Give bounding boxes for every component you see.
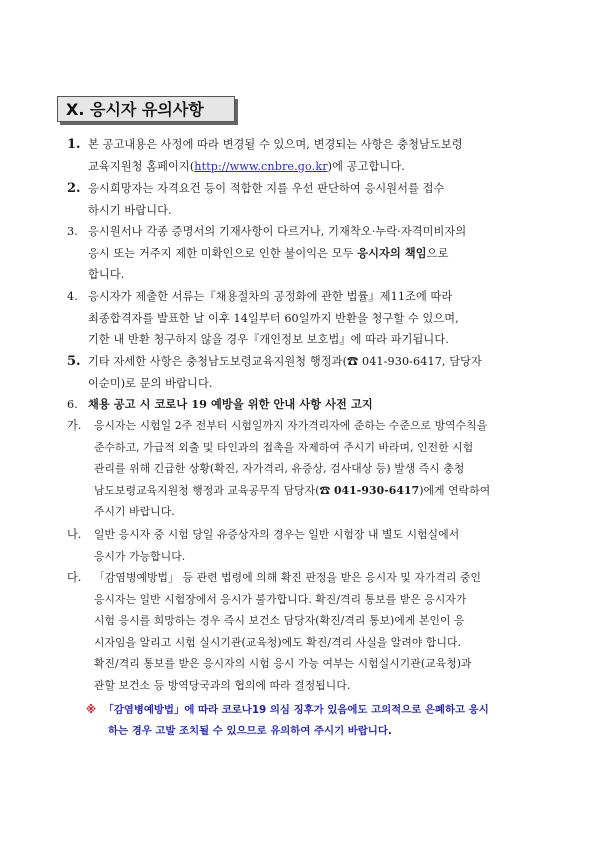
item-number: 1. <box>67 137 81 152</box>
item-line: 「감염병예방법」 등 관련 법령에 의해 확진 판정을 받은 응시자 및 자가격리 중인 <box>94 571 482 584</box>
item-line: 응시 또는 거주지 제한 미확인으로 인한 불이익은 모두 응시자의 책임으로 <box>88 245 449 260</box>
item-line: 일반 응시자 중 시험 당일 유증상자의 경우는 일반 시험장 내 별도 시험실에서 <box>94 528 460 541</box>
phone-number: 041-930-6417 <box>333 483 420 497</box>
notice-line: ※ 「감염병예방법」에 따라 코로나19 의심 징후가 있음에도 고의적으로 은폐하고 응시 <box>86 704 489 716</box>
item-5 <box>88 351 482 394</box>
subitem-marker: 다. <box>67 571 82 584</box>
item-line: 확진/격리 통보를 받은 응시자의 시험 응시 가능 여부는 시험실시기관(교육청)과 <box>94 657 472 671</box>
covid-notice <box>86 700 489 742</box>
item-number: 4. <box>67 290 78 303</box>
item-line: 응시자가 제출한 서류는『채용절차의 공정화에 관한 법률』제11조에 따라 <box>88 290 453 303</box>
item-3 <box>88 221 466 286</box>
subitem-na <box>94 524 459 567</box>
item-line: 준수하고, 가급적 외출 및 타인과의 접촉을 자제하여 주시기 바라며, 인전한 시험 <box>94 440 474 454</box>
item-number: 6. <box>67 398 78 411</box>
item-line: 주시기 바랍니다. <box>94 505 175 519</box>
subitem-marker: 가. <box>67 419 82 432</box>
item-line: 본 공고내용은 사정에 따라 변경될 수 있으며, 변경되는 사항은 충청남도보령 <box>88 138 463 151</box>
item-2 <box>88 178 444 221</box>
item-line: 기타 자세한 사항은 충청남도보령교육지원청 행정과(☎ 041-930-6417, 담당자 <box>88 355 482 368</box>
notice-line: 하는 경우 고발 조치될 수 있으므로 유의하여 주시기 바랍니다. <box>108 725 392 737</box>
item-line: 응시자는 일반 시험장에서 응시가 불가합니다. 확진/격리 통보를 받은 응시자가 <box>94 592 467 606</box>
homepage-link[interactable]: http://www.cnbre.go.kr <box>194 159 328 173</box>
item-line: 교육지원청 홈페이지(http://www.cnbre.go.kr)에 공고합니다. <box>88 159 405 173</box>
item-line: 남도보령교육지원청 행정과 교육공무직 담당자(☎ 041-930-6417)에게 연락하여 <box>94 483 491 497</box>
section-title: Ⅹ. 응시자 유의사항 <box>57 96 235 122</box>
item-line: 최종합격자를 발표한 날 이후 14일부터 60일까지 반환을 청구할 수 있으며, <box>88 311 459 325</box>
item-line: 응시희망자는 자격요건 등이 적합한 지를 우선 판단하여 응시원서를 접수 <box>88 182 445 195</box>
item-line: 응시자는 시험일 2주 전부터 시험일까지 자가격리자에 준하는 수준으로 방역수칙을 <box>94 419 488 432</box>
item-line: 이순미)로 문의 바랍니다. <box>88 376 213 390</box>
item-line: 시험 응시를 희망하는 경우 즉시 보건소 담당자(확진/격리 통보)에게 본인이 응 <box>94 614 465 628</box>
item-number: 5. <box>67 354 81 369</box>
item-line: 응시원서나 각종 증명서의 기재사항이 다르거나, 기재착오·누락·자격미비자의 <box>88 225 467 238</box>
item-line: 시자임을 알리고 시험 실시기관(교육청)에도 확진/격리 사실을 알려야 합니다. <box>94 635 462 649</box>
item-1 <box>88 134 463 177</box>
subitem-da <box>94 567 481 697</box>
item-line: 하시기 바랍니다. <box>88 203 172 217</box>
item-line: 기한 내 반환 청구하지 않을 경우『개인정보 보호법』에 따라 파기됩니다. <box>88 333 449 347</box>
item-number: 2. <box>67 181 81 196</box>
item-number: 3. <box>67 225 78 238</box>
item-line: 관할 보건소 등 방역당국과의 협의에 따라 결정됩니다. <box>94 678 351 692</box>
item-6-title: 채용 공고 시 코로나 19 예방을 위한 안내 사항 사전 고지 <box>88 397 373 411</box>
item-line: 합니다. <box>88 268 125 282</box>
subitem-marker: 나. <box>67 528 82 541</box>
reference-mark-icon: ※ <box>86 704 97 716</box>
subitem-ga <box>94 415 490 523</box>
item-line: 응시가 가능합니다. <box>94 549 186 563</box>
item-line: 관리를 위해 긴급한 상황(확진, 자가격리, 유증상, 검사대상 등) 발생 즉시 충청 <box>94 462 465 476</box>
item-4 <box>88 286 459 351</box>
emphasis-text: 응시자의 책임 <box>357 245 427 260</box>
